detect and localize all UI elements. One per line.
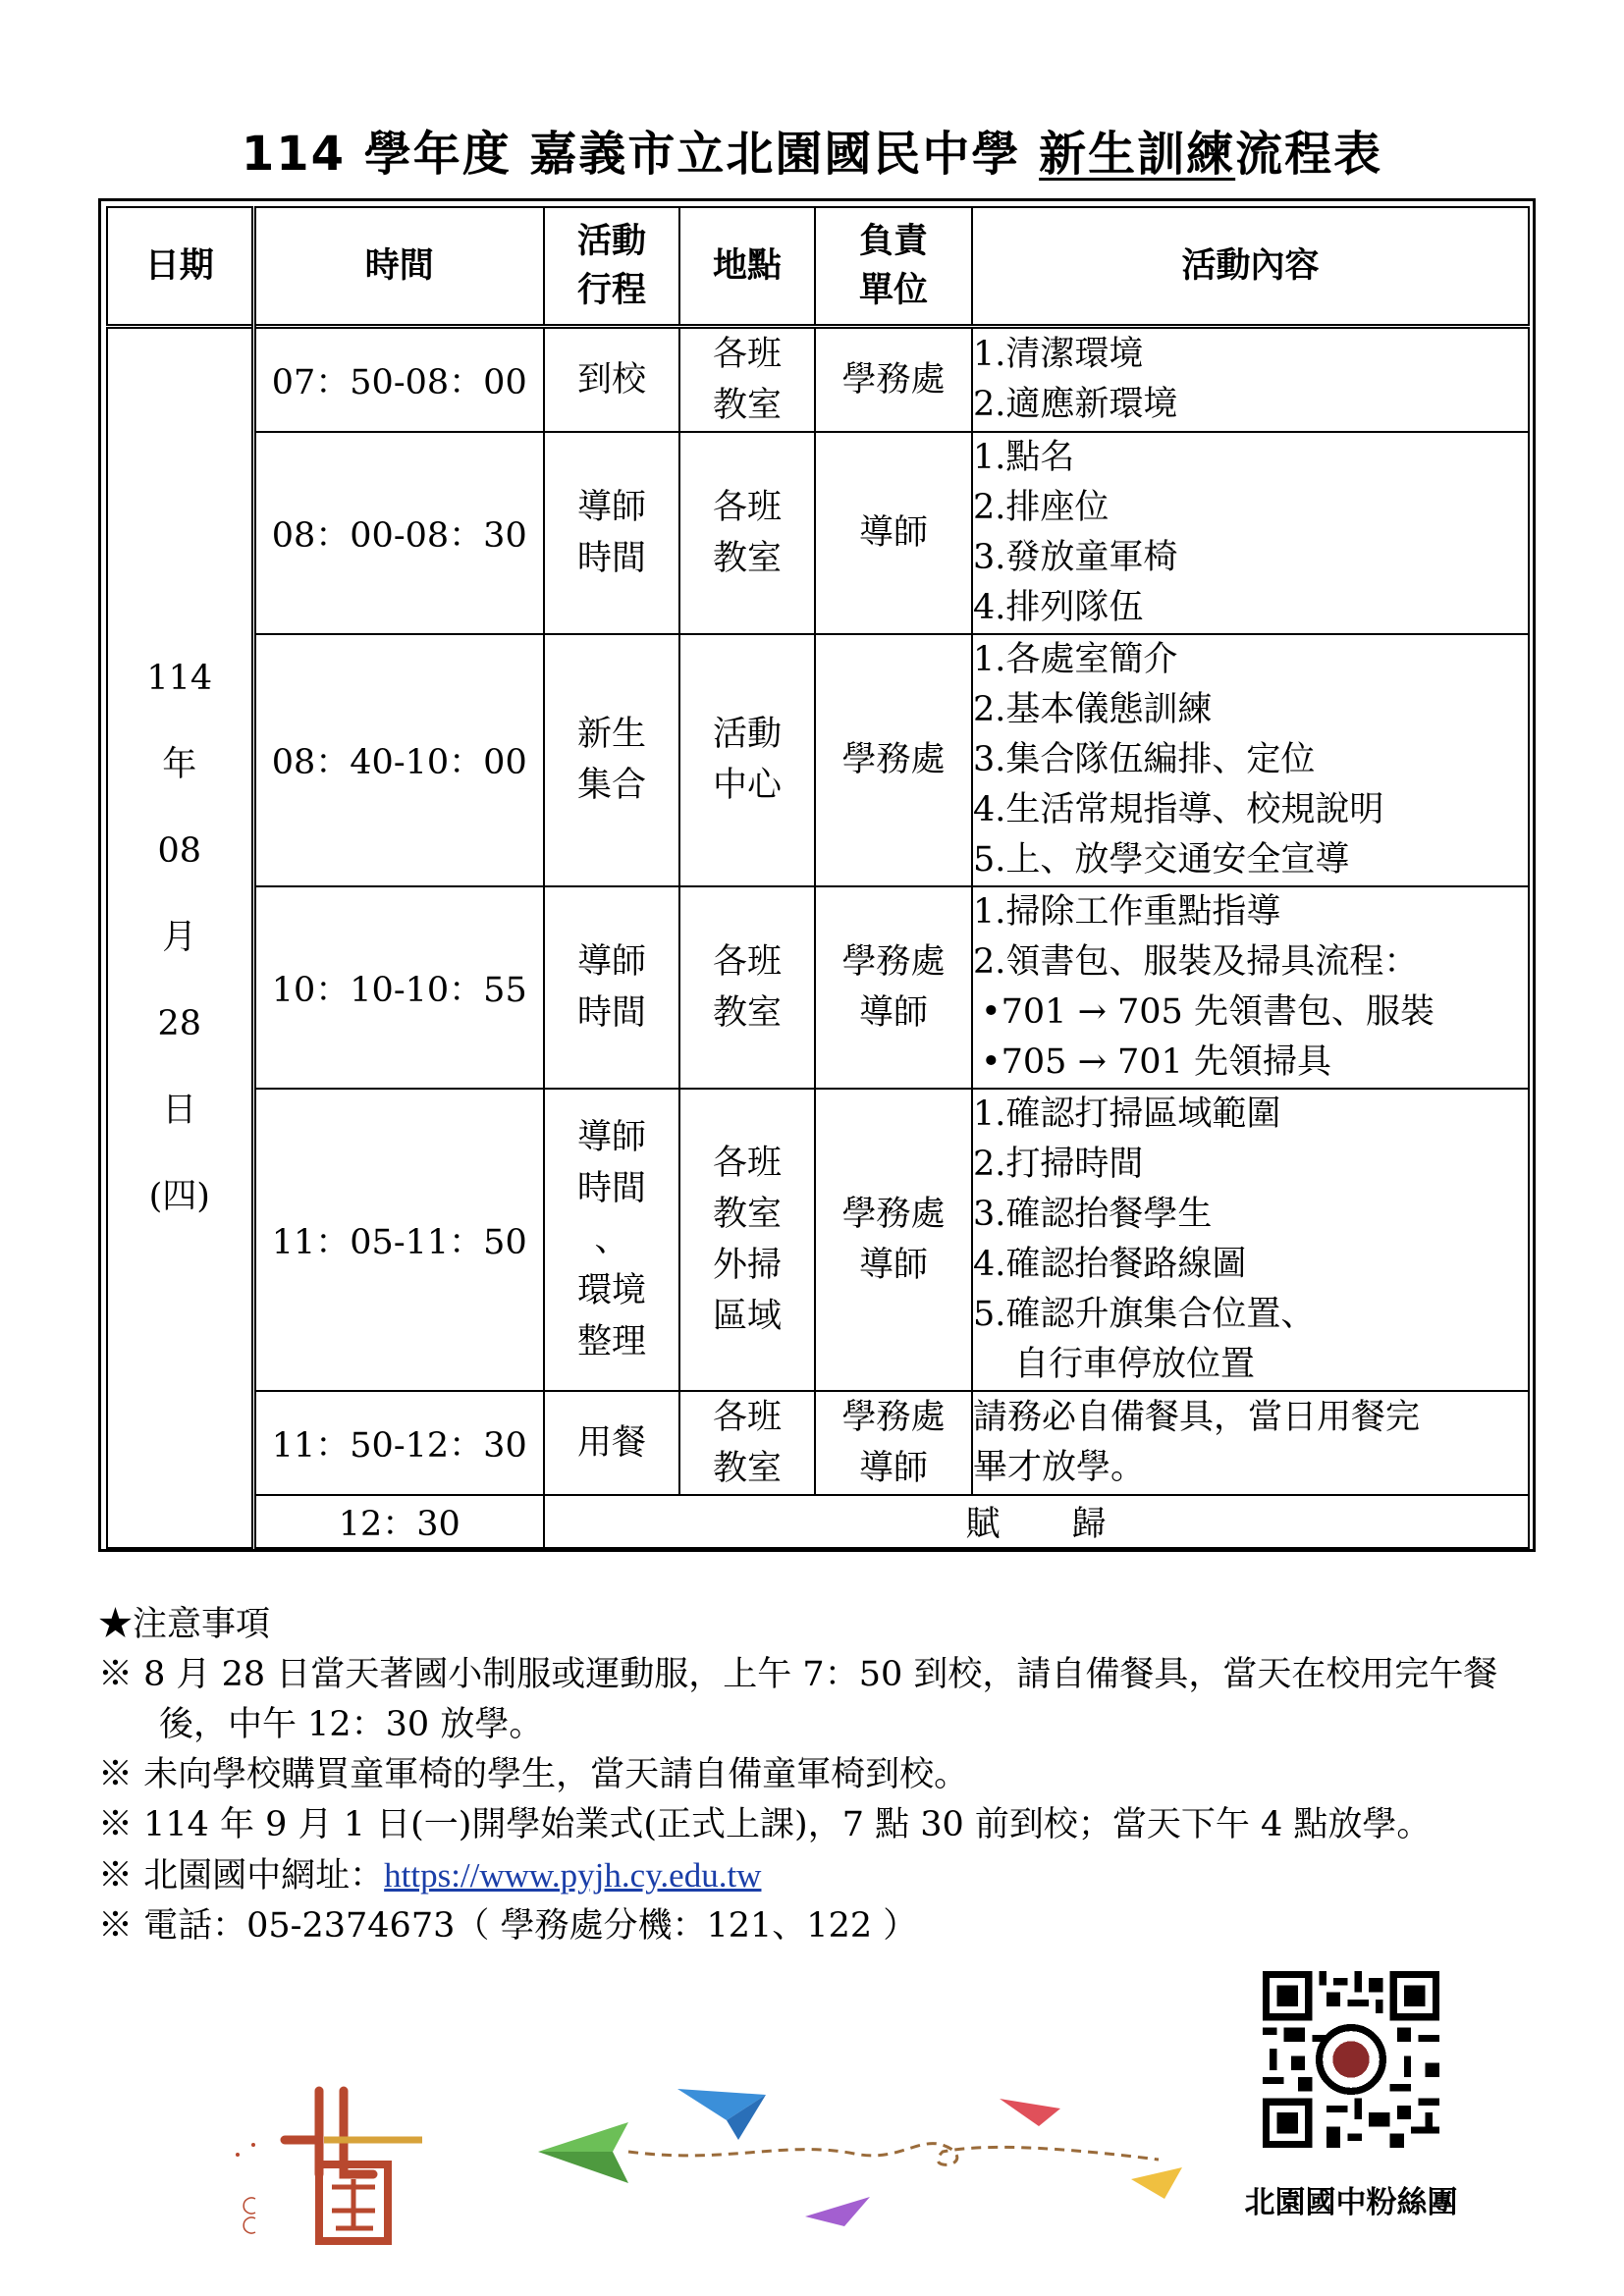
content-cell bbox=[972, 634, 1529, 886]
location-cell bbox=[679, 432, 815, 634]
content-line: 1.各處室簡介 bbox=[973, 639, 1178, 679]
table-header-row bbox=[107, 207, 1529, 326]
header-date: 日期 bbox=[107, 207, 253, 326]
note-item-website bbox=[98, 1850, 1532, 1901]
activity-line: 導師 bbox=[576, 487, 646, 527]
content-line: 4.確認抬餐路線圖 bbox=[973, 1244, 1247, 1284]
qr-label: 北園國中粉絲團 bbox=[1244, 2185, 1458, 2220]
content-line: 5.上、放學交通安全宣導 bbox=[973, 839, 1350, 880]
time-cell: 08：40-10：00 bbox=[253, 634, 544, 886]
title-part3: 流程表 bbox=[1235, 127, 1383, 182]
content-line: 1.確認打掃區域範圍 bbox=[973, 1094, 1281, 1134]
content-line: 5.確認升旗集合位置、 bbox=[973, 1294, 1316, 1334]
location-line: 各班 bbox=[712, 487, 782, 527]
content-line: •705 → 701 先領掃具 bbox=[981, 1041, 1331, 1082]
activity-line: 導師 bbox=[576, 941, 646, 982]
location-cell bbox=[679, 326, 815, 432]
content-cell bbox=[972, 326, 1529, 432]
activity-cell bbox=[544, 886, 679, 1089]
location-line: 區域 bbox=[712, 1296, 782, 1336]
content-line: 1.清潔環境 bbox=[973, 334, 1144, 374]
date-weekday: (四) bbox=[148, 1177, 210, 1216]
note-item: ※ 8 月 28 日當天著國小制服或運動服，上午 7：50 到校，請自備餐具，當天在校用完午餐後，中午 12：30 放學。 bbox=[98, 1655, 1498, 1744]
unit-cell bbox=[815, 1391, 972, 1495]
unit-line: 學務處 bbox=[841, 1194, 946, 1234]
location-line: 外掃 bbox=[712, 1245, 782, 1285]
unit-line: 導師 bbox=[858, 992, 928, 1033]
content-cell bbox=[972, 886, 1529, 1089]
location-line: 各班 bbox=[712, 334, 782, 374]
location-line: 各班 bbox=[712, 1143, 782, 1183]
table-row bbox=[107, 326, 1529, 432]
table-row bbox=[107, 634, 1529, 886]
table-row-end bbox=[107, 1495, 1529, 1548]
table-row bbox=[107, 432, 1529, 634]
header-unit-line1: 負責 bbox=[858, 221, 928, 261]
location-cell bbox=[679, 886, 815, 1089]
table-row bbox=[107, 1391, 1529, 1495]
location-line: 中心 bbox=[712, 766, 782, 805]
content-line: 3.發放童軍椅 bbox=[973, 537, 1178, 577]
header-activity-line2: 行程 bbox=[576, 270, 646, 310]
content-line: 2.基本儀態訓練 bbox=[973, 689, 1213, 729]
date-cell bbox=[107, 326, 253, 1548]
notes-section bbox=[98, 1600, 1532, 1951]
header-location: 地點 bbox=[679, 207, 815, 326]
date-month: 08 bbox=[157, 831, 202, 871]
activity-line: 整理 bbox=[576, 1321, 646, 1362]
location-line: 活動 bbox=[712, 715, 782, 754]
date-day: 28 bbox=[157, 1004, 202, 1043]
unit-cell bbox=[815, 1089, 972, 1391]
location-cell bbox=[679, 1391, 815, 1495]
note-item: ※ 114 年 9 月 1 日(一)開學始業式(正式上課)，7 點 30 前到校；當天下午 4 點放學。 bbox=[98, 1805, 1432, 1844]
notes-heading: ★注意事項 bbox=[98, 1605, 271, 1644]
table-row bbox=[107, 1089, 1529, 1391]
note-item-phone: ※ 電話：05-2374673（ 學務處分機：121、122 ） bbox=[98, 1906, 918, 1946]
page-title bbox=[0, 116, 1624, 184]
location-line: 各班 bbox=[712, 941, 782, 982]
content-line: 2.排座位 bbox=[973, 487, 1110, 527]
header-activity bbox=[544, 207, 679, 326]
activity-line: 集合 bbox=[576, 766, 646, 805]
note-item: ※ 未向學校購買童軍椅的學生，當天請自備童軍椅到校。 bbox=[98, 1755, 969, 1794]
activity-cell bbox=[544, 432, 679, 634]
date-year: 114 bbox=[146, 659, 213, 698]
unit-line: 學務處 bbox=[841, 359, 946, 400]
location-line: 教室 bbox=[712, 385, 782, 425]
header-content: 活動內容 bbox=[972, 207, 1529, 326]
date-day-label: 日 bbox=[162, 1091, 197, 1130]
header-time: 時間 bbox=[253, 207, 544, 326]
content-line: 2.適應新環境 bbox=[973, 384, 1178, 424]
activity-line: 新生 bbox=[576, 715, 646, 754]
website-prefix: ※ 北園國中網址： bbox=[98, 1856, 385, 1896]
content-cell bbox=[972, 432, 1529, 634]
activity-line: 時間 bbox=[576, 1168, 646, 1208]
qr-code[interactable] bbox=[1263, 1971, 1439, 2148]
paper-planes-decoration bbox=[530, 2081, 1198, 2238]
time-cell: 07：50-08：00 bbox=[253, 326, 544, 432]
location-line: 教室 bbox=[712, 538, 782, 578]
activity-cell bbox=[544, 326, 679, 432]
activity-line: 、 bbox=[594, 1219, 629, 1259]
content-line: 1.掃除工作重點指導 bbox=[973, 891, 1281, 932]
content-line: 請務必自備餐具，當日用餐完 bbox=[973, 1397, 1421, 1437]
location-line: 教室 bbox=[712, 992, 782, 1033]
activity-line: 到校 bbox=[576, 359, 646, 400]
content-line: 1.點名 bbox=[973, 437, 1075, 477]
title-part1: 114 學年度 嘉義市立北園國民中學 bbox=[241, 127, 1040, 182]
table-row bbox=[107, 886, 1529, 1089]
unit-line: 導師 bbox=[858, 512, 928, 553]
website-link[interactable]: https://www.pyjh.cy.edu.tw bbox=[384, 1856, 762, 1895]
location-line: 各班 bbox=[712, 1397, 782, 1437]
unit-line: 學務處 bbox=[841, 740, 946, 779]
unit-line: 學務處 bbox=[841, 1397, 946, 1437]
unit-cell bbox=[815, 326, 972, 432]
content-line: 3.集合隊伍編排、定位 bbox=[973, 739, 1316, 779]
title-part2: 新生訓練 bbox=[1039, 127, 1236, 182]
school-logo bbox=[226, 2081, 452, 2248]
end-time-cell: 12：30 bbox=[253, 1495, 544, 1548]
activity-line: 導師 bbox=[576, 1117, 646, 1157]
time-cell: 11：50-12：30 bbox=[253, 1391, 544, 1495]
header-unit-line2: 單位 bbox=[858, 270, 928, 310]
content-line: 4.生活常規指導、校規說明 bbox=[973, 789, 1384, 829]
time-cell: 11：05-11：50 bbox=[253, 1089, 544, 1391]
content-cell bbox=[972, 1089, 1529, 1391]
unit-cell bbox=[815, 886, 972, 1089]
activity-line: 時間 bbox=[576, 538, 646, 578]
content-line: 4.排列隊伍 bbox=[973, 587, 1144, 627]
activity-cell bbox=[544, 1089, 679, 1391]
end-label-cell: 賦 歸 bbox=[544, 1495, 1529, 1548]
activity-line: 時間 bbox=[576, 992, 646, 1033]
activity-cell bbox=[544, 1391, 679, 1495]
unit-cell bbox=[815, 634, 972, 886]
location-cell bbox=[679, 1089, 815, 1391]
unit-line: 學務處 bbox=[841, 941, 946, 982]
location-line: 教室 bbox=[712, 1448, 782, 1488]
unit-line: 導師 bbox=[858, 1245, 928, 1285]
date-month-label: 月 bbox=[162, 918, 197, 957]
header-activity-line1: 活動 bbox=[576, 221, 646, 261]
unit-line: 導師 bbox=[858, 1448, 928, 1488]
location-line: 教室 bbox=[712, 1194, 782, 1234]
date-year-label: 年 bbox=[162, 745, 197, 784]
time-cell: 08：00-08：30 bbox=[253, 432, 544, 634]
content-line: •701 → 705 先領書包、服裝 bbox=[981, 991, 1435, 1032]
content-line: 2.打掃時間 bbox=[973, 1144, 1144, 1184]
schedule-table bbox=[106, 206, 1530, 1549]
activity-line: 用餐 bbox=[576, 1422, 646, 1463]
content-line: 自行車停放位置 bbox=[1014, 1344, 1256, 1384]
time-cell: 10：10-10：55 bbox=[253, 886, 544, 1089]
content-line: 2.領書包、服裝及掃具流程： bbox=[973, 941, 1419, 982]
activity-cell bbox=[544, 634, 679, 886]
header-unit bbox=[815, 207, 972, 326]
activity-line: 環境 bbox=[576, 1270, 646, 1310]
content-line: 畢才放學。 bbox=[973, 1447, 1146, 1487]
content-cell bbox=[972, 1391, 1529, 1495]
content-line: 3.確認抬餐學生 bbox=[973, 1194, 1213, 1234]
location-cell bbox=[679, 634, 815, 886]
unit-cell bbox=[815, 432, 972, 634]
